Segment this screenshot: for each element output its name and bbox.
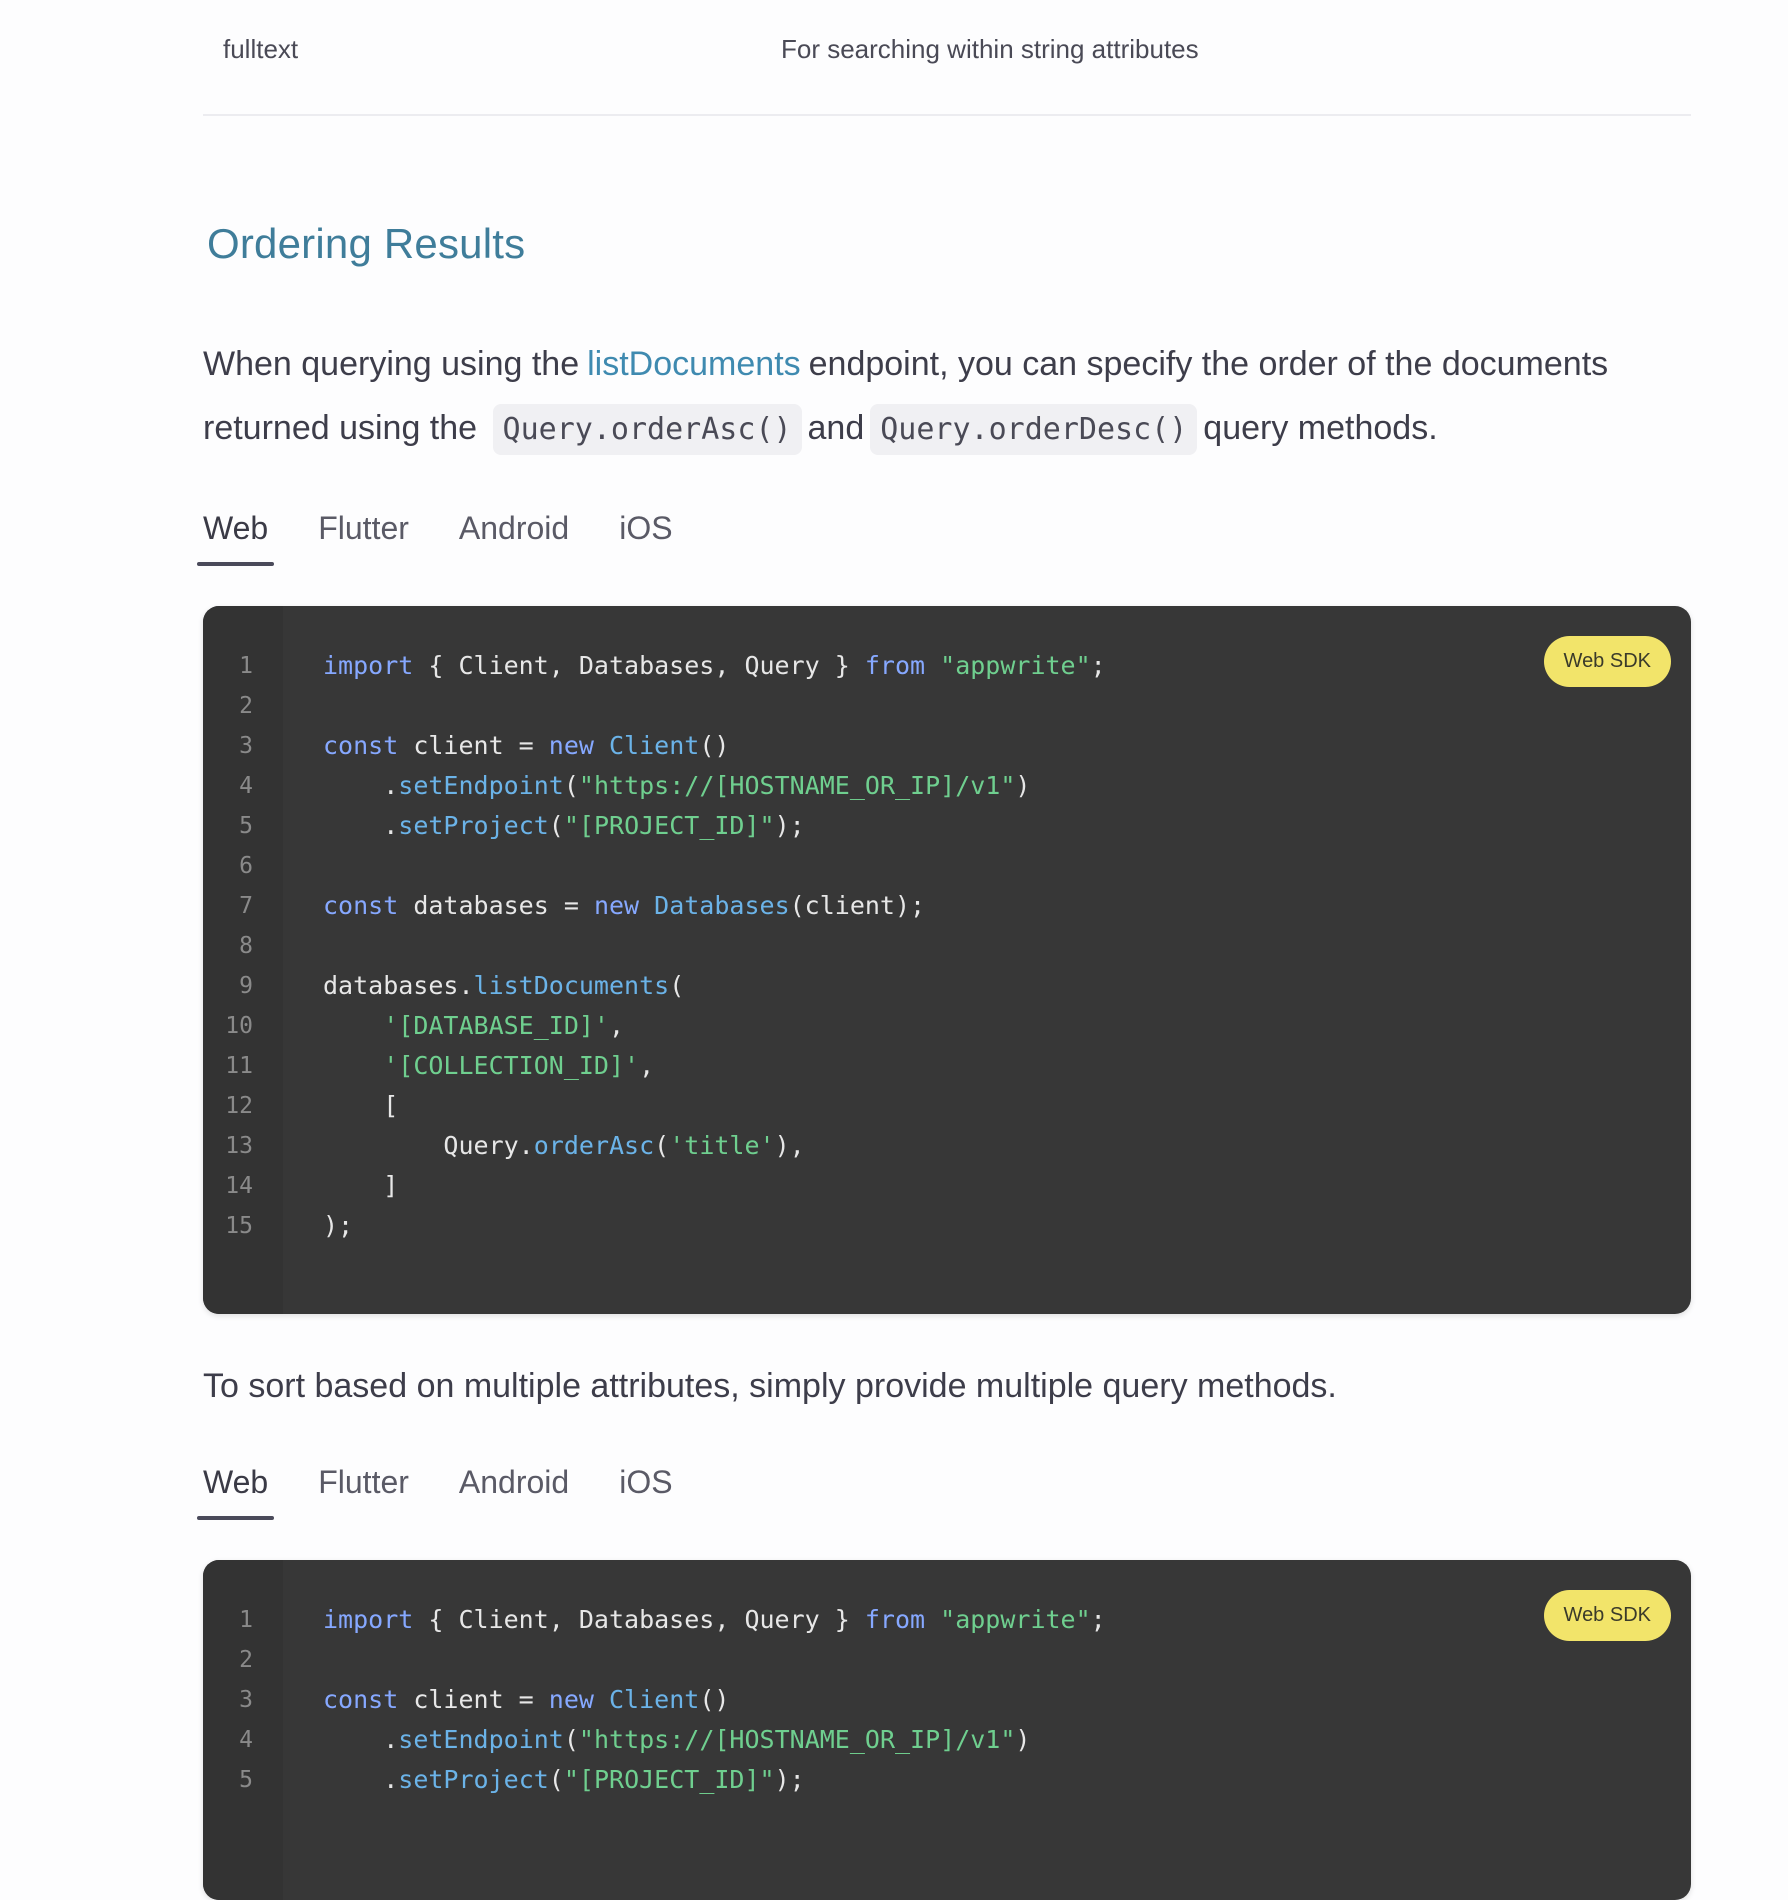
tab-ios[interactable]: iOS xyxy=(619,1464,673,1500)
code-line: 6 xyxy=(239,853,253,879)
code-line: 7 const databases = new Databases(client); xyxy=(239,891,926,920)
code-line: 13 Query.orderAsc('title'), xyxy=(225,1131,805,1160)
para-text: and xyxy=(807,409,865,447)
code-line: 8 xyxy=(239,933,253,959)
section-title: Ordering Results xyxy=(207,220,526,267)
table-cell-description: For searching within string attributes xyxy=(781,34,1199,64)
para-text: When querying using the xyxy=(203,345,580,383)
code-line: 4 .setEndpoint("https://[HOSTNAME_OR_IP]/v1") xyxy=(239,771,1031,800)
code-line: 2 xyxy=(239,1647,253,1673)
inline-code-order-asc: Query.orderAsc() xyxy=(493,404,802,455)
code-line: 12 [ xyxy=(225,1091,399,1120)
code-line: 3 const client = new Client() xyxy=(239,1685,730,1714)
multi-sort-paragraph: To sort based on multiple attributes, simply provide multiple query methods. xyxy=(203,1367,1337,1405)
tab-android[interactable]: Android xyxy=(458,1464,570,1500)
tab-ios[interactable]: iOS xyxy=(619,510,673,546)
code-line: 2 xyxy=(239,693,253,719)
code-line: 5 .setProject("[PROJECT_ID]"); xyxy=(239,811,805,840)
para-text: endpoint, you can specify the order of the documents returned using the xyxy=(203,345,1609,447)
web-sdk-badge[interactable]: Web SDK xyxy=(1544,1590,1671,1641)
tab-flutter[interactable]: Flutter xyxy=(318,510,409,546)
tab-android[interactable]: Android xyxy=(458,510,570,546)
code-line: 3 const client = new Client() xyxy=(239,731,730,760)
tab-web[interactable]: Web xyxy=(203,1456,268,1526)
code-line: 5 .setProject("[PROJECT_ID]"); xyxy=(239,1765,805,1794)
code-line: 9 databases.listDocuments( xyxy=(239,971,685,1000)
table-cell-key: fulltext xyxy=(223,34,299,64)
tab-flutter[interactable]: Flutter xyxy=(318,1464,409,1500)
para-text: query methods. xyxy=(1203,409,1438,447)
code-line: 15 ); xyxy=(225,1211,354,1240)
code-block xyxy=(203,1560,1691,1900)
table-row xyxy=(203,0,1691,116)
web-sdk-badge[interactable]: Web SDK xyxy=(1544,636,1671,687)
code-block xyxy=(203,606,1691,1314)
sdk-tabs xyxy=(203,502,723,572)
code-line: 4 .setEndpoint("https://[HOSTNAME_OR_IP]/v1") xyxy=(239,1725,1031,1754)
code-line: 10 '[DATABASE_ID]', xyxy=(225,1011,625,1040)
docs-content xyxy=(203,0,1691,1794)
code-line: 1 import { Client, Databases, Query } from "appwrite"; xyxy=(239,651,1106,680)
sdk-tabs xyxy=(203,1456,723,1526)
code-line: 1 import { Client, Databases, Query } from "appwrite"; xyxy=(239,1605,1106,1634)
code-line: 14 ] xyxy=(225,1171,399,1200)
inline-code-order-desc: Query.orderDesc() xyxy=(870,404,1197,455)
tab-web[interactable]: Web xyxy=(203,502,268,572)
intro-paragraph xyxy=(203,332,1703,462)
list-documents-link[interactable]: listDocuments xyxy=(587,345,801,383)
code-line: 11 '[COLLECTION_ID]', xyxy=(225,1051,655,1080)
